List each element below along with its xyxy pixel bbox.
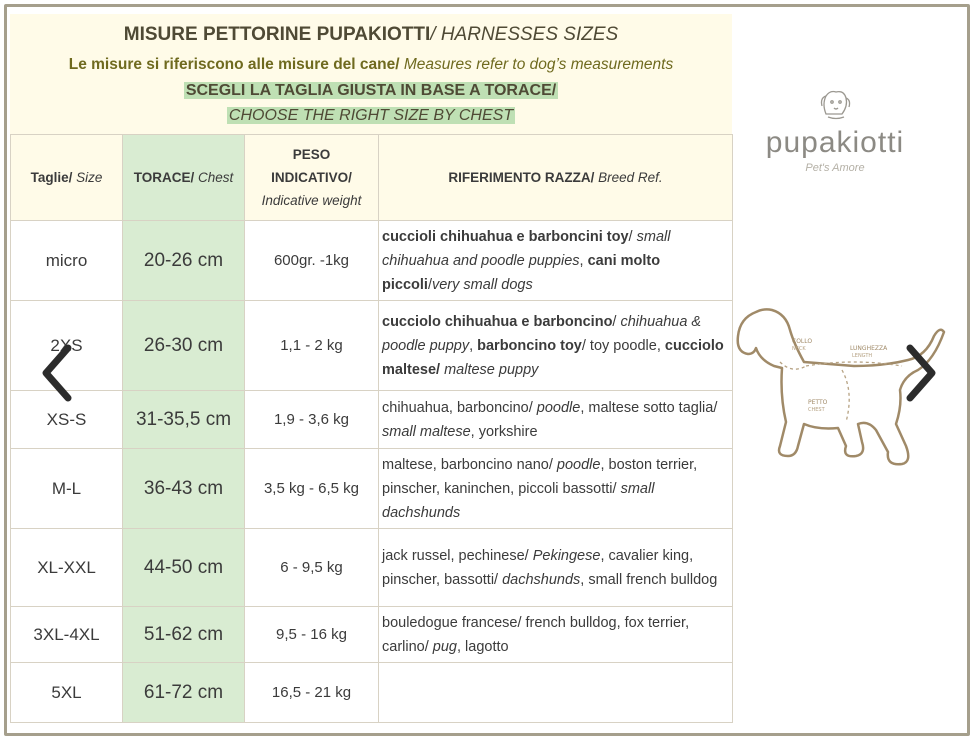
chart-title [10, 24, 732, 46]
weight-cell: 9,5 - 16 kg [245, 607, 379, 663]
breed-text-segment: , [579, 252, 588, 269]
breed-text-segment: poodle [536, 399, 581, 416]
chest-cell: 51-62 cm [123, 607, 245, 663]
breed-text-segment: , small french bulldog [580, 571, 718, 588]
breed-text-segment: / [427, 276, 432, 293]
chevron-left-icon [36, 340, 80, 406]
breed-cell [379, 607, 733, 663]
chest-label-english: CHEST [808, 407, 825, 413]
breed-text-segment: small maltese [382, 423, 471, 440]
breed-text-segment: chihuahua & poodle puppy [382, 313, 702, 354]
chevron-right-icon [898, 340, 942, 406]
table-row [11, 607, 733, 663]
weight-cell: 6 - 9,5 kg [245, 529, 379, 607]
header-size: Taglie/ Size [11, 135, 123, 221]
size-cell: 2XS [11, 301, 123, 391]
table-header-row [11, 135, 733, 221]
chest-cell: 31-35,5 cm [123, 391, 245, 449]
breed-cell [379, 529, 733, 607]
chest-cell: 36-43 cm [123, 449, 245, 529]
neck-label-italian: COLLO [792, 338, 813, 345]
title-english: / HARNESSES SIZES [430, 24, 619, 45]
breed-cell [379, 301, 733, 391]
breed-text-segment: dachshunds [502, 571, 581, 588]
sizes-table [10, 134, 733, 723]
size-cell: 3XL-4XL [11, 607, 123, 663]
breed-text-segment: small dachshunds [382, 480, 655, 521]
logo-wordmark: pupakiotti [765, 126, 905, 159]
breed-cell [379, 221, 733, 301]
size-cell: 5XL [11, 663, 123, 723]
header-breed: RIFERIMENTO RAZZA/ Breed Ref. [379, 135, 733, 221]
breed-cell [379, 391, 733, 449]
weight-cell: 3,5 kg - 6,5 kg [245, 449, 379, 529]
size-chart [10, 14, 732, 722]
brand-logo [750, 84, 920, 184]
breed-text-segment: cucciolo chihuahua e barboncino [382, 313, 613, 330]
table-row [11, 301, 733, 391]
table-row [11, 663, 733, 723]
breed-text-segment: small chihuahua and poodle puppies [382, 228, 671, 269]
size-cell: XS-S [11, 391, 123, 449]
logo-tagline: Pet's Amore [805, 162, 865, 174]
table-row [11, 529, 733, 607]
breed-text-segment: / toy poodle, [581, 337, 665, 354]
size-cell: micro [11, 221, 123, 301]
breed-text-segment: poodle [556, 456, 601, 473]
size-cell: XL-XXL [11, 529, 123, 607]
header-chest: TORACE/ Chest [123, 135, 245, 221]
chest-cell: 61-72 cm [123, 663, 245, 723]
breed-text-segment: , boston terrier, pinscher, kaninchen, piccoli bassotti/ [382, 456, 698, 497]
choose-size-english-line [10, 107, 732, 125]
breed-text-segment: maltese puppy [444, 361, 539, 378]
chest-cell: 26-30 cm [123, 301, 245, 391]
table-row [11, 221, 733, 301]
choose-size-italian: SCEGLI LA TAGLIA GIUSTA IN BASE A TORACE/ [185, 82, 557, 99]
choose-size-english: CHOOSE THE RIGHT SIZE BY CHEST [228, 107, 514, 124]
breed-cell [379, 449, 733, 529]
measures-note-italian: Le misure si riferiscono alle misure del cane/ [68, 56, 400, 73]
size-cell: M-L [11, 449, 123, 529]
breed-text-segment: cuccioli chihuahua e barboncini toy [382, 228, 629, 245]
breed-cell [379, 663, 733, 723]
weight-cell: 1,1 - 2 kg [245, 301, 379, 391]
length-label-italian: LUNGHEZZA [850, 345, 888, 352]
measures-note [10, 56, 732, 74]
breed-text-segment: Pekingese [532, 547, 601, 564]
neck-label-english: NECK [792, 346, 806, 352]
header-weight: PESO INDICATIVO/ Indicative weight [245, 135, 379, 221]
next-image-button[interactable] [898, 340, 942, 406]
breed-text-segment: maltese, barboncino nano/ [382, 456, 557, 473]
breed-text-segment: / [628, 228, 637, 245]
length-label-english: LENGTH [852, 353, 873, 359]
breed-text-segment: cani molto piccoli [382, 252, 661, 293]
breed-text-segment: bouledogue francese/ french bulldog, fox terrier, carlino/ [382, 614, 690, 655]
breed-text-segment: jack russel, pechinese/ [382, 547, 533, 564]
breed-text-segment: cucciolo maltese/ [382, 337, 724, 378]
breed-text-segment: , cavalier king, pinscher, bassotti/ [382, 547, 694, 588]
choose-size-italian-line [10, 82, 732, 100]
table-row [11, 391, 733, 449]
previous-image-button[interactable] [36, 340, 80, 406]
breed-text-segment: / [612, 313, 621, 330]
measures-note-english: Measures refer to dog’s measurements [399, 56, 674, 73]
chest-cell: 20-26 cm [123, 221, 245, 301]
breed-text-segment: very small dogs [431, 276, 533, 293]
breed-text-segment: chihuahua, barboncino/ [382, 399, 537, 416]
breed-text-segment: , maltese sotto taglia/ [580, 399, 718, 416]
breed-text-segment: , yorkshire [470, 423, 538, 440]
weight-cell: 16,5 - 21 kg [245, 663, 379, 723]
weight-cell: 1,9 - 3,6 kg [245, 391, 379, 449]
breed-text-segment: barboncino toy [477, 337, 582, 354]
chest-cell: 44-50 cm [123, 529, 245, 607]
weight-cell: 600gr. -1kg [245, 221, 379, 301]
table-row [11, 449, 733, 529]
title-italian: MISURE PETTORINE PUPAKIOTTI [123, 24, 431, 45]
breed-text-segment: , lagotto [456, 638, 509, 655]
dog-head-logo-icon [814, 84, 854, 124]
chest-label-italian: PETTO [808, 399, 828, 406]
breed-text-segment: , [469, 337, 478, 354]
breed-text-segment: pug [432, 638, 457, 655]
chart-header [10, 14, 732, 134]
